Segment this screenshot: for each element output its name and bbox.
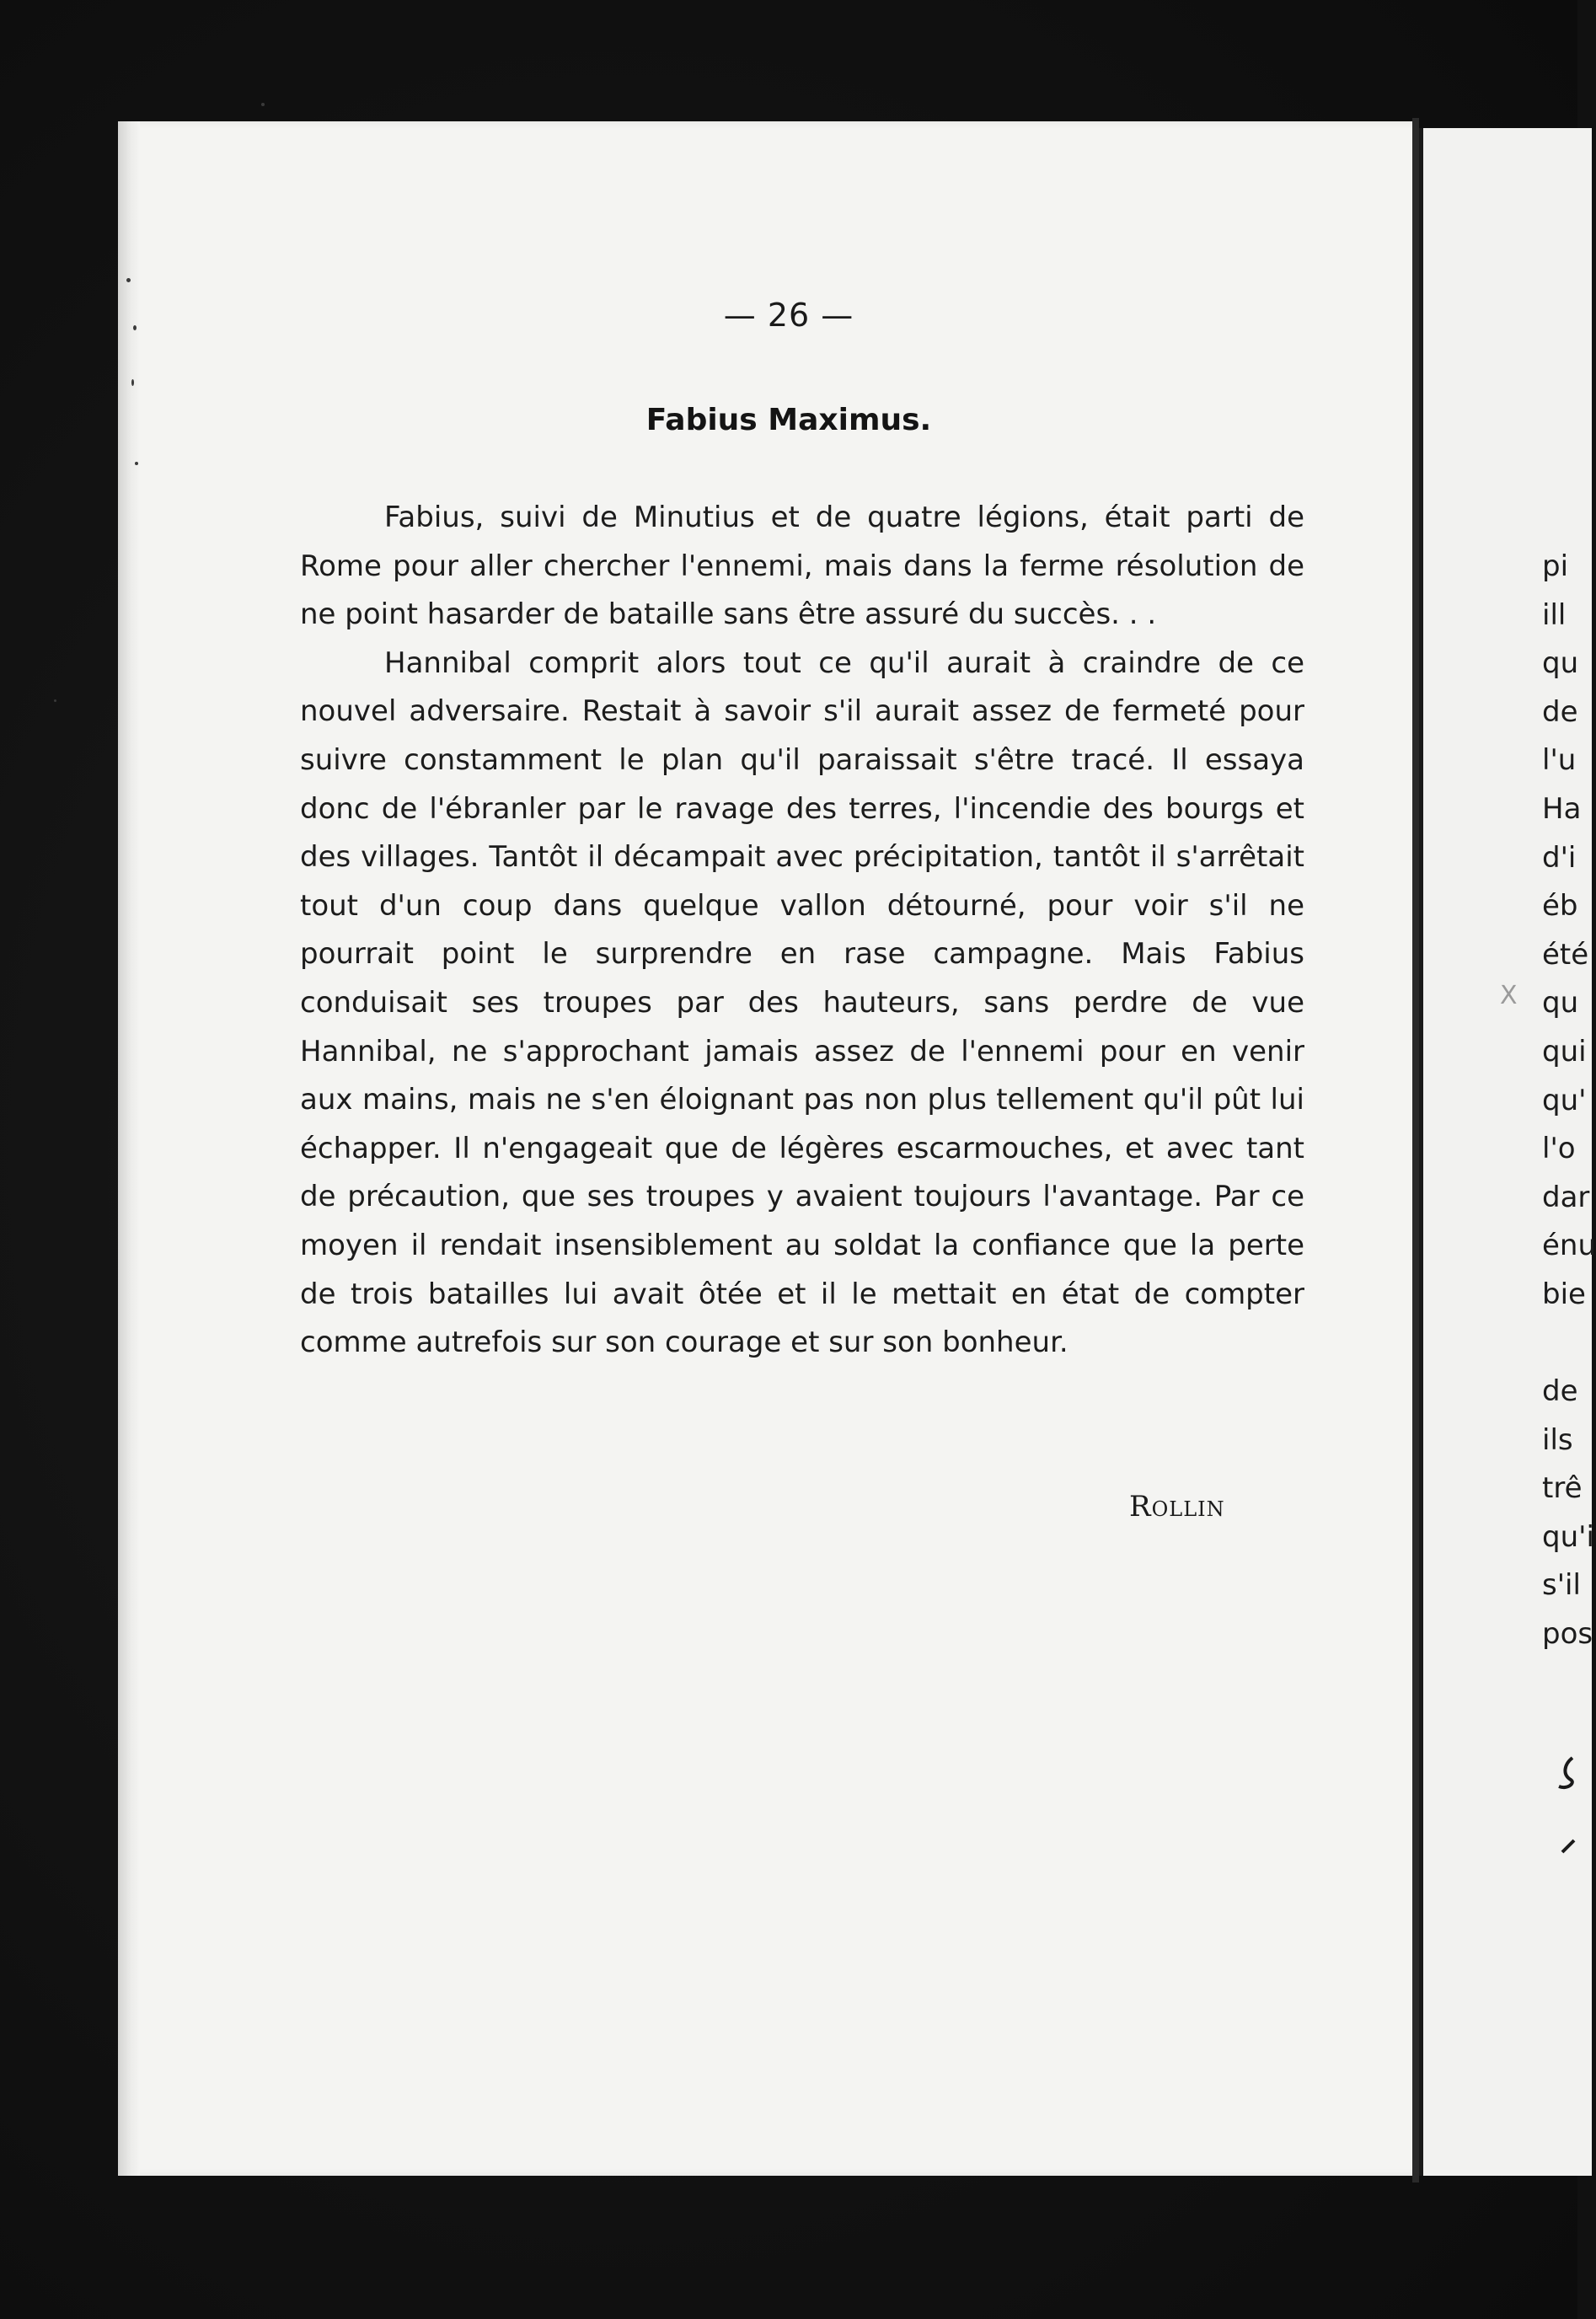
paragraph-2: Hannibal comprit alors tout ce qu'il aurait à craindre de ce nouvel adversaire. Restait à savoir s'il aurait assez de fermeté pour suivre constamment le plan qu'il paraissait s'être tracé. Il essaya donc de l'ébranler par le ravage des terres, l'incendie des bourgs et des villages. Tantôt il décampait avec précipitation, tantôt il s'arrêtait tout d'un coup dans quelque vallon détourné, pour voir s'il ne pourrait point le surprendre en rase campagne. Mais Fabius conduisait ses troupes par des hauteurs, sans perdre de vue Hannibal, ne s'approchant jamais assez de l'ennemi pour en venir aux mains, mais ne s'en éloignant pas non plus tellement qu'il pût lui échapper. Il n'engageait que de légères escarmouches, et avec tant de précaution, que ses troupes y avaient toujours l'avantage. Par ce moyen il rendait insensiblement au soldat la confiance que la perte de trois batailles lui avait ôtée et il le mettait en état de compter comme autrefois sur son courage et sur son bonheur.	[300, 645, 1304, 1360]
facing-line: s'il	[1542, 1568, 1581, 1603]
scan-speck	[133, 325, 137, 330]
page-number: — 26 —	[723, 297, 854, 334]
facing-line: qu'	[1542, 1083, 1587, 1117]
facing-line: de	[1542, 1374, 1578, 1409]
facing-line: trê	[1542, 1471, 1583, 1506]
facing-page-text	[1542, 543, 1596, 1659]
facing-line: l'o	[1542, 1132, 1576, 1166]
facing-line: qu'i	[1542, 1519, 1594, 1554]
facing-line: bie	[1542, 1277, 1586, 1311]
facing-line: pi	[1542, 549, 1569, 583]
facing-line: Ha	[1542, 791, 1582, 826]
paragraph-gap	[1542, 1320, 1596, 1368]
facing-line: de	[1542, 694, 1578, 729]
facing-line: l'u	[1542, 743, 1577, 778]
facing-line: été	[1542, 937, 1589, 972]
facing-line: pos	[1542, 1617, 1593, 1652]
facing-line: ill	[1542, 597, 1567, 632]
chapter-title: Fabius Maximus.	[645, 403, 932, 437]
facing-line: dar	[1542, 1180, 1590, 1214]
facing-line: ils	[1542, 1422, 1573, 1457]
paragraph-1: Fabius, suivi de Minutius et de quatre légions, était parti de Rome pour aller chercher l'ennemi, mais dans la ferme résolution de ne point hasarder de bataille sans être assuré du succès. . .	[300, 501, 1304, 632]
scan-speck	[54, 699, 56, 702]
facing-line: éb	[1542, 889, 1578, 924]
scan-speck	[126, 278, 131, 282]
body-text	[300, 494, 1304, 1368]
facing-line: qu	[1542, 986, 1579, 1020]
scan-speck	[131, 379, 134, 386]
scan-speck	[261, 103, 265, 106]
margin-mark: X	[1500, 981, 1518, 1010]
facing-line: énu	[1542, 1229, 1596, 1263]
facing-line: qui	[1542, 1034, 1587, 1068]
handwritten-mark-icon	[1547, 1753, 1581, 1854]
facing-line: qu	[1542, 646, 1579, 681]
author-signature: Rollin	[1129, 1490, 1225, 1524]
facing-line: d'i	[1542, 840, 1577, 875]
scan-speck	[135, 462, 138, 465]
